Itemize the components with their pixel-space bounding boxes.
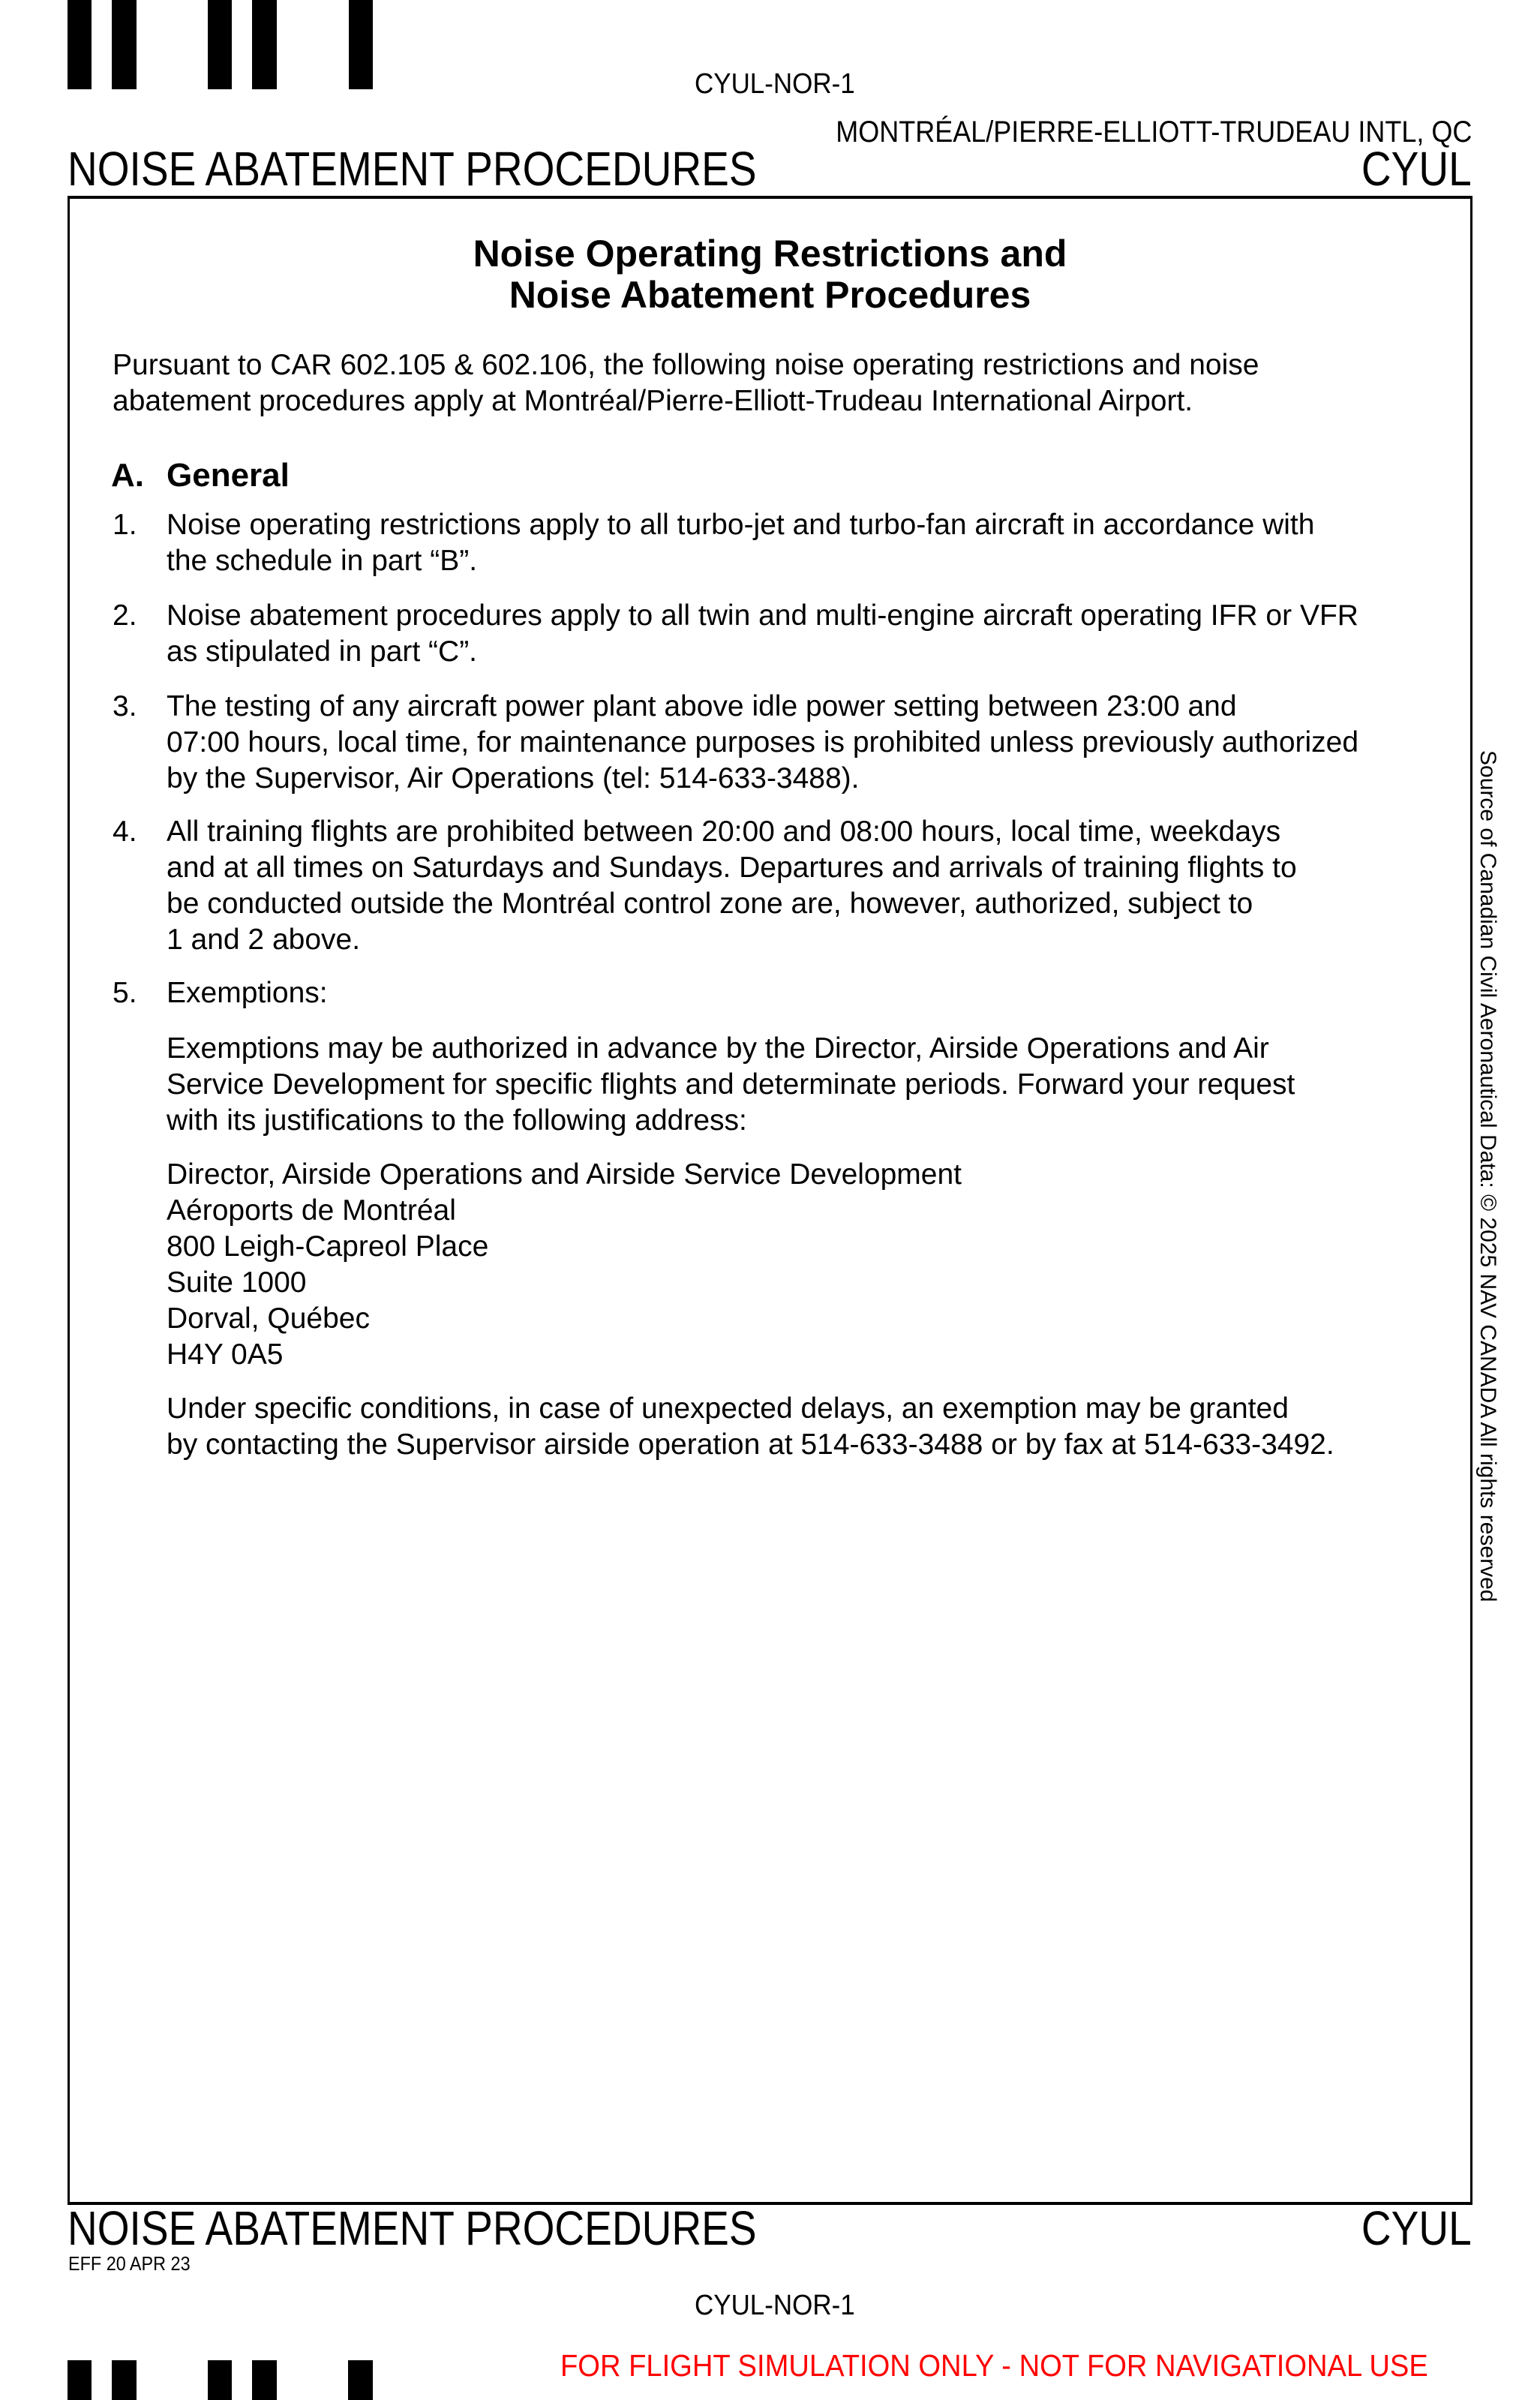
document-title xyxy=(68,233,1472,316)
paragraph-line: Exemptions may be authorized in advance by the Director, Airside Operations and Air xyxy=(167,1032,1269,1065)
list-line: as stipulated in part “C”. xyxy=(167,635,478,668)
address-line: Aéroports de Montréal xyxy=(167,1194,456,1227)
address-line: 800 Leigh-Capreol Place xyxy=(167,1230,489,1263)
simulation-disclaimer: FOR FLIGHT SIMULATION ONLY - NOT FOR NAVIGATIONAL USE xyxy=(560,2348,1428,2383)
title-line-1: Noise Operating Restrictions and xyxy=(473,233,1067,275)
effective-date: EFF 20 APR 23 xyxy=(68,2252,191,2275)
header-airport-name: MONTRÉAL/PIERRE-ELLIOTT-TRUDEAU INTL, QC xyxy=(835,116,1472,149)
list-line: and at all times on Saturdays and Sundays. Departures and arrivals of training flights to xyxy=(167,852,1297,884)
registration-bar xyxy=(252,0,277,89)
final-paragraph xyxy=(167,1391,1334,1463)
intro-line: Pursuant to CAR 602.105 & 602.106, the following noise operating restrictions and noise xyxy=(113,349,1259,381)
header-icao: CYUL xyxy=(1361,142,1472,196)
footer-icao: CYUL xyxy=(1361,2201,1472,2255)
address-line: H4Y 0A5 xyxy=(167,1338,284,1371)
list-line: All training flights are prohibited between 20:00 and 08:00 hours, local time, weekdays xyxy=(167,816,1281,848)
list-line: Exemptions: xyxy=(167,977,328,1009)
list-line: 1 and 2 above. xyxy=(167,924,361,956)
header-section-title: NOISE ABATEMENT PROCEDURES xyxy=(68,142,757,196)
registration-bar xyxy=(349,0,373,89)
registration-bar xyxy=(112,0,137,89)
list-line: 07:00 hours, local time, for maintenance purposes is prohibited unless previously authorized xyxy=(167,726,1359,758)
list-line: Noise operating restrictions apply to all turbo-jet and turbo-fan aircraft in accordance with xyxy=(167,509,1315,541)
registration-bar xyxy=(252,2360,277,2400)
header-doc-id: CYUL-NOR-1 xyxy=(695,68,855,100)
list-number: 1. xyxy=(113,509,137,541)
registration-bar xyxy=(208,2360,232,2400)
registration-bar xyxy=(68,2360,92,2400)
list-number: 5. xyxy=(113,977,137,1009)
intro-paragraph xyxy=(113,347,1259,419)
copyright-side-note: Source of Canadian Civil Aeronautical Data: © 2025 NAV CANADA All rights reserved xyxy=(1475,750,1500,1603)
section-a-heading xyxy=(111,458,561,494)
list-line: the schedule in part “B”. xyxy=(167,545,478,577)
registration-bar xyxy=(112,2360,137,2400)
footer-section-title: NOISE ABATEMENT PROCEDURES xyxy=(68,2201,757,2255)
footer-doc-id: CYUL-NOR-1 xyxy=(695,2290,855,2321)
list-number: 4. xyxy=(113,816,137,848)
list-line: The testing of any aircraft power plant above idle power setting between 23:00 and xyxy=(167,690,1237,722)
exemptions-paragraph xyxy=(167,1031,1295,1139)
paragraph-line: Service Development for specific flights and determinate periods. Forward your request xyxy=(167,1068,1295,1101)
paragraph-line: by contacting the Supervisor airside operation at 514-633-3488 or by fax at 514-633-3492. xyxy=(167,1428,1334,1461)
paragraph-line: with its justifications to the following address: xyxy=(167,1104,747,1137)
address-line: Suite 1000 xyxy=(167,1266,307,1299)
list-line: Noise abatement procedures apply to all twin and multi-engine aircraft operating IFR or VFR xyxy=(167,599,1358,632)
intro-line: abatement procedures apply at Montréal/Pierre-Elliott-Trudeau International Airport. xyxy=(113,385,1193,417)
list-number: 2. xyxy=(113,599,137,632)
mailing-address xyxy=(167,1157,962,1373)
registration-bar xyxy=(348,2360,373,2400)
address-line: Director, Airside Operations and Airside Service Development xyxy=(167,1158,962,1191)
registration-bar xyxy=(68,0,92,89)
section-letter: A. xyxy=(111,457,144,494)
paragraph-line: Under specific conditions, in case of unexpected delays, an exemption may be granted xyxy=(167,1392,1289,1425)
address-line: Dorval, Québec xyxy=(167,1302,370,1335)
title-line-2: Noise Abatement Procedures xyxy=(509,274,1031,316)
section-title: General xyxy=(167,457,290,494)
registration-bar xyxy=(208,0,232,89)
list-line: by the Supervisor, Air Operations (tel: 514-633-3488). xyxy=(167,762,860,794)
list-line: be conducted outside the Montréal control zone are, however, authorized, subject to xyxy=(167,888,1253,920)
list-number: 3. xyxy=(113,690,137,722)
